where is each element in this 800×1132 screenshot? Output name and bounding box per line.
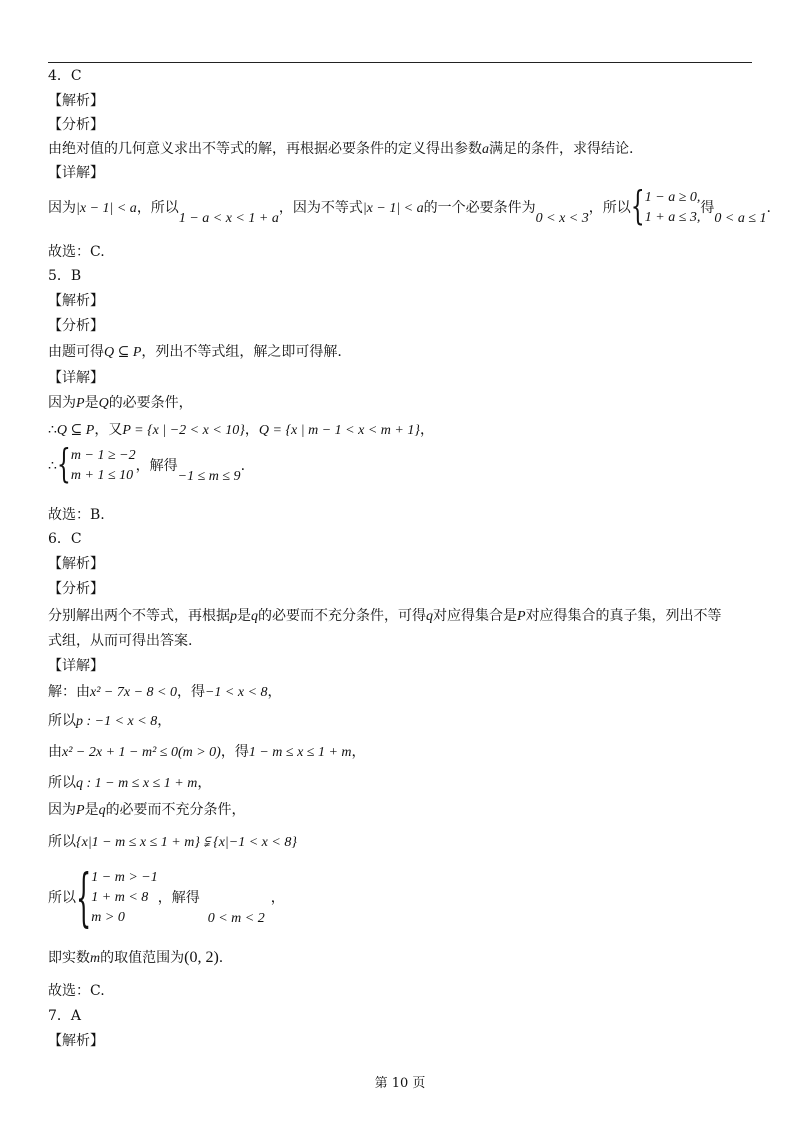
q4-answer: 故选：C. xyxy=(48,244,105,260)
text-segment: 的取值范围为 xyxy=(100,950,185,966)
math-var: q xyxy=(98,803,106,818)
case-stack xyxy=(71,446,136,486)
text-segment: ，所以 xyxy=(588,200,631,216)
q4-number: 4．C xyxy=(48,68,82,84)
q6-xiangjie-heading: 【详解】 xyxy=(48,658,104,674)
math-expr: Q ⊆ P xyxy=(56,423,95,438)
math-var: p xyxy=(230,609,237,624)
text-segment: ，得 xyxy=(220,744,249,760)
math-expr: x² − 7x − 8 < 0 xyxy=(90,685,177,700)
q4-fenxi-heading: 【分析】 xyxy=(48,117,104,133)
text-segment: 即实数 xyxy=(48,950,90,966)
q5-detail-line-3 xyxy=(48,442,246,488)
q5-fenxi-text xyxy=(48,342,342,363)
math-expr: Q = {x | m − 1 < x < m + 1} xyxy=(258,423,420,438)
text-segment: ，因为不等式 xyxy=(278,200,363,216)
text-segment: 的必要条件， xyxy=(108,395,193,411)
math-expr: −1 ≤ m ≤ 9 xyxy=(177,469,241,484)
text-segment: 满足的条件，求得结论. xyxy=(489,141,634,157)
text-segment: 由 xyxy=(48,744,62,760)
q6-fenxi-text-2: 式组，从而可得出答案. xyxy=(48,633,193,649)
q5-xiangjie-heading: 【详解】 xyxy=(48,370,104,386)
q6-step-6 xyxy=(48,832,297,853)
text-segment: ， xyxy=(244,422,259,438)
q6-fenxi-heading: 【分析】 xyxy=(48,581,104,597)
text-segment: 得 xyxy=(700,200,715,216)
text-segment: 的一个必要条件为 xyxy=(423,200,536,216)
text-segment: ∴ xyxy=(48,422,57,438)
text-segment: ，所以 xyxy=(136,200,179,216)
text-segment: 是 xyxy=(84,395,99,411)
left-brace: { xyxy=(630,184,645,230)
case-row: m + 1 ≤ 10 xyxy=(70,468,134,483)
text-segment: 分别解出两个不等式，再根据 xyxy=(48,608,230,624)
q6-step-2 xyxy=(48,711,171,732)
text-segment: 因为 xyxy=(48,395,76,411)
text-segment: 所以 xyxy=(48,890,76,906)
text-segment: 是 xyxy=(237,608,251,624)
header-rule xyxy=(48,62,752,63)
q5-detail-line-1 xyxy=(48,393,193,414)
q5-jiexi-heading: 【解析】 xyxy=(48,293,104,309)
math-expr: |x − 1| < a xyxy=(76,201,137,216)
text-segment: 对应得集合的真子集，列出不等 xyxy=(525,608,722,624)
q4-jiexi-heading: 【解析】 xyxy=(48,93,104,109)
math-expr: Q ⊆ P xyxy=(104,345,142,360)
case-row: 1 − a ≥ 0, xyxy=(644,190,701,205)
case-system xyxy=(630,184,701,230)
case-row: 1 + a ≤ 3, xyxy=(644,210,701,225)
q6-answer: 故选：C. xyxy=(48,983,105,999)
math-var: m xyxy=(90,951,101,966)
text-segment: 因为 xyxy=(48,802,76,818)
text-segment: ，得 xyxy=(176,684,205,700)
case-system xyxy=(76,861,158,935)
text-segment: ，又 xyxy=(94,422,123,438)
text-segment: ∴ xyxy=(48,458,57,474)
case-row: m > 0 xyxy=(91,910,125,925)
q6-step-4 xyxy=(48,773,211,794)
q6-number: 6．C xyxy=(48,531,82,547)
math-expr: {x|1 − m ≤ x ≤ 1 + m} ⫋ {x|−1 < x < 8} xyxy=(76,835,297,850)
text-segment: 解：由 xyxy=(48,684,90,700)
text-segment: ， xyxy=(419,422,434,438)
q6-jiexi-heading: 【解析】 xyxy=(48,556,104,572)
case-stack xyxy=(91,868,157,928)
math-expr: q : 1 − m ≤ x ≤ 1 + m xyxy=(76,776,198,791)
math-var: Q xyxy=(98,396,109,411)
text-segment: . xyxy=(240,458,246,474)
text-segment: . xyxy=(218,950,224,966)
q6-step-1 xyxy=(48,682,282,703)
text-segment: 是 xyxy=(84,802,99,818)
math-var: P xyxy=(76,396,85,411)
text-segment: 所以 xyxy=(48,775,76,791)
q7-number: 7．A xyxy=(48,1008,82,1024)
q5-detail-line-2 xyxy=(48,420,434,441)
q4-detail-line xyxy=(48,184,771,230)
math-expr: (0, 2) xyxy=(184,949,219,966)
math-expr: 0 < a ≤ 1 xyxy=(714,211,767,226)
math-expr: P = {x | −2 < x < 10} xyxy=(122,423,245,438)
math-var: P xyxy=(517,609,526,624)
text-segment: 的必要而不充分条件，可得 xyxy=(258,608,426,624)
text-segment: 的必要而不充分条件， xyxy=(105,802,246,818)
text-segment: ， xyxy=(267,684,282,700)
case-row: 1 + m < 8 xyxy=(91,890,149,905)
page-number: 第 10 页 xyxy=(374,1076,426,1091)
math-var: q xyxy=(251,609,258,624)
math-expr: −1 < x < 8 xyxy=(204,685,268,700)
q4-xiangjie-heading: 【详解】 xyxy=(48,165,104,181)
q5-fenxi-heading: 【分析】 xyxy=(48,318,104,334)
text-segment: ，解得 xyxy=(157,890,200,906)
math-expr: x² − 2x + 1 − m² ≤ 0(m > 0) xyxy=(62,745,221,760)
text-segment: 由绝对值的几何意义求出不等式的解，再根据必要条件的定义得出参数 xyxy=(48,141,482,157)
left-brace: { xyxy=(56,442,71,488)
q6-step-7 xyxy=(48,861,285,935)
math-var: q xyxy=(426,609,433,624)
case-row: 1 − m > −1 xyxy=(91,870,158,885)
case-row: m − 1 ≥ −2 xyxy=(70,448,136,463)
math-expr: 1 − m ≤ x ≤ 1 + m xyxy=(248,745,352,760)
text-segment: ，列出不等式组，解之即可得解. xyxy=(141,344,342,360)
case-stack xyxy=(645,188,701,228)
math-var: P xyxy=(76,803,85,818)
text-segment: 所以 xyxy=(48,834,76,850)
text-segment: ， xyxy=(157,713,172,729)
case-system xyxy=(56,442,136,488)
text-segment: ， xyxy=(351,744,366,760)
q6-step-5 xyxy=(48,800,246,821)
q5-number: 5．B xyxy=(48,268,82,284)
text-segment: 因为 xyxy=(48,200,76,216)
q6-fenxi-text-1 xyxy=(48,606,722,627)
text-segment: 由题可得 xyxy=(48,344,104,360)
text-segment: 对应得集合是 xyxy=(433,608,517,624)
math-expr: 1 − a < x < 1 + a xyxy=(178,211,279,226)
text-segment: . xyxy=(766,200,771,216)
text-segment: ， xyxy=(197,775,212,791)
q7-jiexi-heading: 【解析】 xyxy=(48,1033,104,1049)
text-segment: 所以 xyxy=(48,713,76,729)
math-expr: |x − 1| < a xyxy=(362,201,424,216)
math-expr: 0 < x < 3 xyxy=(535,211,589,226)
q5-answer: 故选：B. xyxy=(48,507,105,523)
q4-fenxi-text xyxy=(48,139,633,160)
q6-step-3 xyxy=(48,742,366,763)
math-var: a xyxy=(482,142,489,157)
math-expr: p : −1 < x < 8 xyxy=(76,714,158,729)
left-brace: { xyxy=(76,861,92,935)
text-segment: ，解得 xyxy=(135,458,178,474)
text-segment: ， xyxy=(270,890,285,906)
math-expr: 0 < m < 2 xyxy=(207,911,265,926)
q6-step-8 xyxy=(48,948,223,969)
